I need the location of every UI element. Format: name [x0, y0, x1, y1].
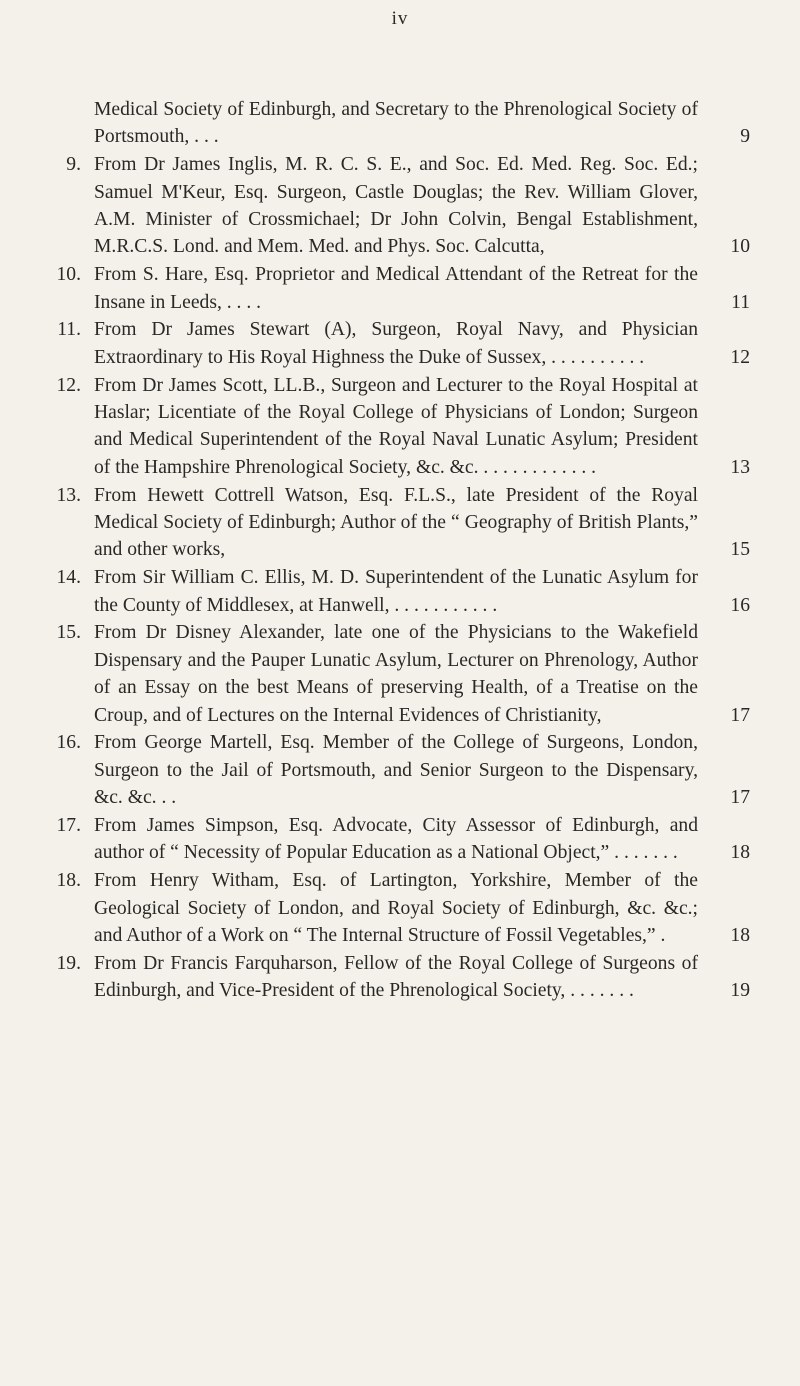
entry-page-number: 18 [730, 925, 750, 947]
entry-page-number: 15 [730, 539, 750, 561]
list-item [56, 482, 750, 564]
entry-page-number: 16 [730, 594, 750, 616]
entry-text: From Dr James Inglis, M. R. C. S. E., and Soc. Ed. Med. Reg. Soc. Ed.; Samuel M'Keur, Esq. Surgeon, Castle Douglas; the Rev. William Glover, A.M. Minister of Crossmichael; Dr John Colvin, Bengal Establishment, M.R.C.S. Lond. and Mem. Med. and Phys. Soc. Calcutta, [94, 154, 698, 258]
entry-text: From Dr Francis Farquharson, Fellow of the Royal College of Surgeons of Edinburgh, and Vice-President of the Phrenological Society, . . . . . . . [94, 952, 698, 1002]
entry-text: From Sir William C. Ellis, M. D. Superintendent of the Lunatic Asylum for the County of Middlesex, at Hanwell, . . . . . . . . . . . [94, 567, 698, 616]
list-item [56, 867, 750, 949]
entry-number: 15. [56, 622, 81, 644]
entry-number: 16. [56, 732, 81, 754]
entry-text: From Dr James Scott, LL.B., Surgeon and Lecturer to the Royal Hospital at Haslar; Licentiate of the Royal College of Physicians of London; Surgeon and Medical Superintendent of the Royal Naval Lunatic Asylum; President of the Hampshire Phrenological Society, &c. &c. . . . . . . . . . . . . [94, 374, 698, 478]
entry-number: 18. [56, 870, 81, 892]
entry-number: 11. [57, 319, 81, 341]
entry-page-number: 17 [730, 787, 750, 809]
entry-number: 9. [66, 154, 81, 176]
list-item [56, 316, 750, 371]
entry-page-number: 17 [730, 704, 750, 726]
entry-number: 13. [56, 484, 81, 506]
entry-page-number: 10 [730, 236, 750, 258]
entry-page-number: 19 [730, 980, 750, 1002]
list-item [56, 96, 750, 151]
list-item [56, 151, 750, 261]
entry-page-number: 9 [740, 126, 750, 148]
entry-number: 12. [56, 374, 81, 396]
list-item [56, 812, 750, 867]
list-item [56, 729, 750, 811]
list-item [56, 372, 750, 482]
list-item [56, 619, 750, 729]
entry-page-number: 12 [730, 346, 750, 368]
entry-number: 14. [56, 567, 81, 589]
entry-text: From S. Hare, Esq. Proprietor and Medical Attendant of the Retreat for the Insane in Leeds, . . . . [94, 264, 698, 313]
entry-page-number: 11 [731, 291, 750, 313]
entry-number: 17. [56, 815, 81, 837]
entry-page-number: 18 [730, 842, 750, 864]
list-item [56, 564, 750, 619]
entry-text: From George Martell, Esq. Member of the College of Surgeons, London, Surgeon to the Jail of Portsmouth, and Senior Surgeon to the Dispensary, &c. &c. . . [94, 732, 698, 809]
entry-text: From Dr James Stewart (A), Surgeon, Royal Navy, and Physician Extraordinary to His Royal Highness the Duke of Sussex, . . . . . . . . . . [94, 319, 698, 368]
entry-number: 19. [56, 952, 81, 974]
list-item [56, 261, 750, 316]
entry-text: From James Simpson, Esq. Advocate, City Assessor of Edinburgh, and author of “ Necessity of Popular Education as a National Object,” . . . . . . . [94, 815, 698, 864]
entry-page-number: 13 [730, 456, 750, 478]
entry-number: 10. [56, 264, 81, 286]
entry-text: Medical Society of Edinburgh, and Secretary to the Phrenological Society of Portsmouth, . . . [94, 99, 698, 148]
entry-text: From Dr Disney Alexander, late one of the Physicians to the Wakefield Dispensary and the Pauper Lunatic Asylum, Lecturer on Phrenology, Author of an Essay on the best Means of preserving Health, of a Treatise on the Croup, and of Lectures on the Internal Evidences of Christianity, [94, 622, 698, 726]
contents-list [56, 96, 750, 1005]
list-item [56, 950, 750, 1005]
entry-text: From Hewett Cottrell Watson, Esq. F.L.S., late President of the Royal Medical Society of Edinburgh; Author of the “ Geography of British Plants,” and other works, [94, 484, 698, 561]
page-folio: iv [391, 8, 409, 29]
entry-text: From Henry Witham, Esq. of Lartington, Yorkshire, Member of the Geological Society of London, and Royal Society of Edinburgh, &c. &c.; and Author of a Work on “ The Internal Structure of Fossil Vegetables,” . [94, 870, 698, 947]
